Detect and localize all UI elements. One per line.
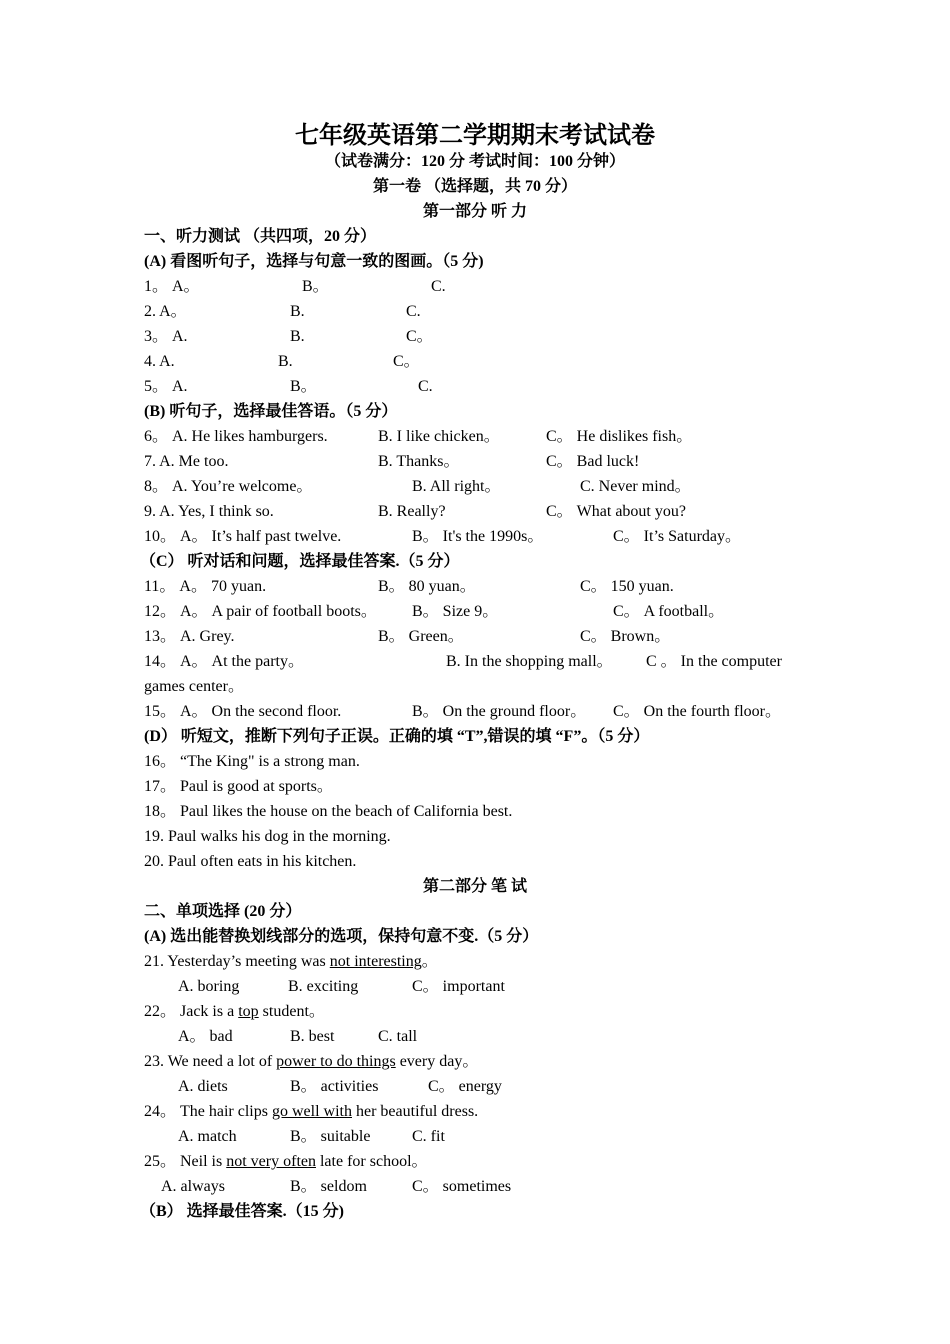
part1-heading: 第一部分 听 力: [422, 203, 527, 220]
underlined-phrase: not interesting: [329, 953, 422, 970]
underlined-phrase: not very often: [226, 1153, 316, 1170]
exam-page: 七年级英语第二学期期末考试试卷 （试卷满分：120 分 考试时间：100 分钟） 第一卷 （选择题，共 70 分） 第一部分 听 力 一、听力测试 （共四项，20 分） (A) 看图听句子，选择与句意一致的图画。（5 分) 1。 A。 B。 C. 2. A。 B. C. 3。 A. B. C。 4. A. B. C。 5。 A. B。 C. (B) 听句子，选择最佳答语。（5 分） 6。 A. He likes hamburgers. B. I like chicken。 C。 He dislikes fish。 7. A. Me too. B. Thanks。 C。 Bad luck! 8。 A. You’re welcome。 B. All right。 C. Never mind。 9. A. Yes, I think so. B. Really? C。 What about you? 10。 A。 It’s half past twelve. B。 It's the 1990s。 C。 It’s Saturday。 （C） 听对话和问题，选择最佳答案.（5 分） 11。 A。 70 yuan. B。 80 yuan。 C。 150 yuan. 12。 A。 A pair of football boots。 B。 Size 9。 C。 A football。 13。 A. Grey. B。 Green。 C。 Brown。 14。 A。 At the party。 B. In the shopping mall。 C 。 In the computer games center。 15。 A。 On the second floor. B。 On the ground floor。 C。 On the fourth floor。 (D） 听短文，推断下列句子正误。正确的填 “T”,错误的填 “F”。（5 分） 16。 “The King" is a strong man. 17。 Paul is good at sports。 18。 Paul likes the house on the beach of California best. 19. Paul walks his dog in the morning. 20. Paul often eats in his kitchen. 第二部分 笔 试 二、单项选择 (20 分） (A) 选出能替换划线部分的选项，保持句意不变.（5 分） 21. Yesterday’s meeting was not interesting。 A. boring B. exciting C。 important 22。 Jack is a top student。 A。 bad B. best C. tall 23. We need a lot of power to do things every day。 A. diets B。 activities C。 energy 24。 The hair clips go well with her beautiful dress. A. match B。 suitable C. fit 25。 Neil is not very often late for school。 A. always B。 seldom C。 sometimes （B） 选择最佳答案.（15 分): [0, 0, 950, 1344]
underlined-phrase: top: [238, 1003, 259, 1020]
underlined-phrase: go well with: [271, 1103, 352, 1120]
exam-title: 七年级英语第二学期期末考试试卷: [295, 123, 655, 149]
part2-heading: 第二部分 笔 试: [422, 878, 527, 895]
volume-heading: 第一卷 （选择题，共 70 分）: [372, 178, 577, 195]
exam-subtitle: （试卷满分：120 分 考试时间：100 分钟）: [324, 153, 625, 170]
underlined-phrase: power to do things: [276, 1053, 396, 1070]
